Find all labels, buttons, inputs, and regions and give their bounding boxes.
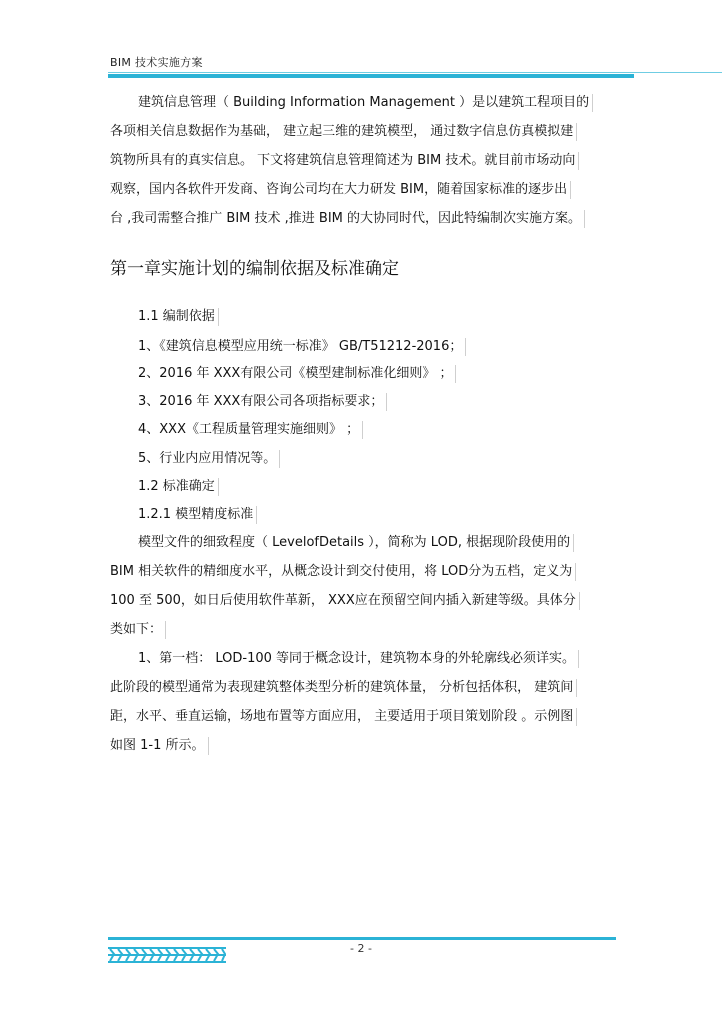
paragraph-line: 模型文件的细致程度（ LevelofDetails ），简称为 LOD, 根据现阶段使用的 — [138, 534, 574, 552]
paragraph-line: 类如下： — [110, 621, 166, 639]
intro-line: 建筑信息管理（ Building Information Management ）是以建筑工程项目的 — [138, 94, 593, 112]
footer-rule — [108, 937, 616, 940]
footer-logo-icon — [108, 945, 226, 967]
subsection-title: 1.2.1 模型精度标准 — [138, 506, 257, 524]
header-title: BIM 技术实施方案 — [110, 56, 203, 69]
list-item: 2、2016 年 XXX有限公司《模型建制标准化细则》 ； — [138, 365, 456, 383]
header-rule-thin — [108, 72, 722, 73]
paragraph-line: 1、第一档： LOD-100 等同于概念设计，建筑物本身的外轮廓线必须详实。 — [138, 650, 579, 668]
section-title: 1.1 编制依据 — [138, 308, 219, 326]
paragraph-line: BIM 相关软件的精细度水平，从概念设计到交付使用，将 LOD分为五档，定义为 — [110, 563, 576, 581]
paragraph-line: 此阶段的模型通常为表现建筑整体类型分析的建筑体量， 分析包括体积， 建筑间 — [110, 679, 577, 697]
paragraph-line: 如图 1-1 所示。 — [110, 737, 209, 755]
chapter-heading: 第一章实施计划的编制依据及标准确定 — [110, 259, 399, 279]
intro-line: 台 ,我司需整合推广 BIM 技术 ,推进 BIM 的大协同时代，因此特编制次实施方案。 — [110, 210, 585, 228]
page-number: - 2 - — [350, 942, 372, 955]
header-rule-thick — [108, 74, 634, 78]
list-item: 3、2016 年 XXX有限公司各项指标要求； — [138, 393, 387, 411]
intro-line: 筑物所具有的真实信息。 下文将建筑信息管理简述为 BIM 技术。就目前市场动向 — [110, 152, 579, 170]
list-item: 4、XXX《工程质量管理实施细则》 ； — [138, 421, 363, 439]
section-title: 1.2 标准确定 — [138, 478, 219, 496]
paragraph-line: 100 至 500，如日后使用软件革新， XXX应在预留空间内插入新建等级。具体分 — [110, 592, 580, 610]
paragraph-line: 距，水平、垂直运输，场地布置等方面应用， 主要适用于项目策划阶段 。示例图 — [110, 708, 577, 726]
list-item: 1、《建筑信息模型应用统一标准》 GB/T51212-2016； — [138, 338, 466, 356]
list-item: 5、行业内应用情况等。 — [138, 450, 280, 468]
intro-line: 各项相关信息数据作为基础， 建立起三维的建筑模型， 通过数字信息仿真模拟建 — [110, 123, 577, 141]
intro-line: 观察，国内各软件开发商、咨询公司均在大力研发 BIM，随着国家标准的逐步出 — [110, 181, 571, 199]
